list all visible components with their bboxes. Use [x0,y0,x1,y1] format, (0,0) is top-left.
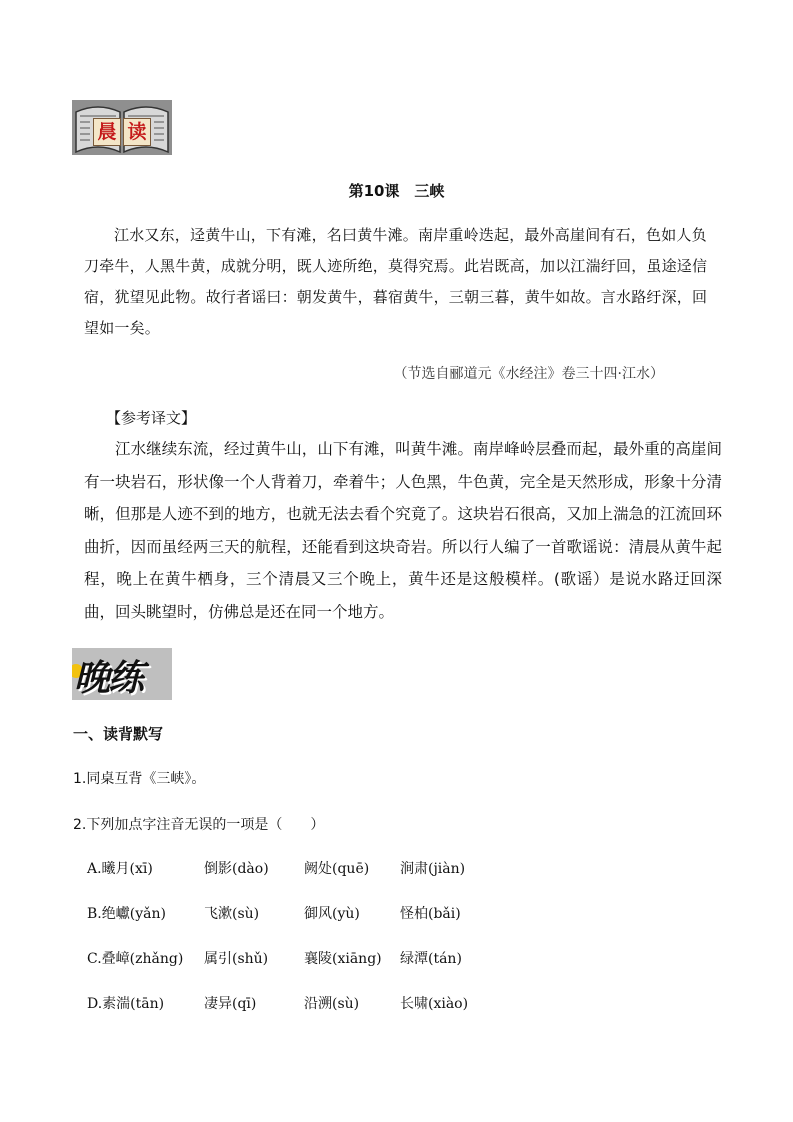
option-cell: 凄异(qī) [204,996,257,1012]
open-book-icon [72,100,172,155]
section-heading: 一、读背默写 [73,725,164,743]
option-cell: 长啸(xiào) [400,996,469,1012]
option-cell: C.叠嶂(zhǎng) [87,951,184,967]
evening-practice-logo [72,648,172,700]
option-cell: B.绝巘(yǎn) [87,906,166,922]
option-cell: 怪柏(bǎi) [400,906,461,922]
option-cell: D.素湍(tān) [87,996,165,1012]
option-cell: A.曦月(xī) [87,861,153,877]
source-citation: （节选自郦道元《水经注》卷三十四·江水） [393,366,664,382]
option-cell: 飞漱(sù) [204,906,260,922]
option-cell: 涧肃(jiàn) [400,861,466,877]
option-cell: 御风(yù) [304,906,360,922]
option-cell: 沿溯(sù) [304,996,360,1012]
morning-char-1: 晨 [93,118,121,146]
question-2: 2.下列加点字注音无误的一项是（ ） [73,817,325,833]
lesson-title: 第10课 三峡 [348,182,445,200]
morning-char-2: 读 [123,118,151,146]
question-1: 1.同桌互背《三峡》。 [73,771,206,787]
classical-text: 江水又东，迳黄牛山，下有滩，名曰黄牛滩。南岸重岭迭起，最外高崖间有石，色如人负刀牵牛，人黑牛黄，成就分明，既人迹所绝，莫得究焉。此岩既高，加以江湍纡回，虽途迳信宿，犹望见此物。故行者谣曰：朝发黄牛，暮宿黄牛，三朝三暮，黄牛如故。言水路纡深，回望如一矣。 [84,226,708,337]
option-cell: 阙处(quē) [304,861,370,877]
option-cell: 绿潭(tán) [400,951,462,967]
option-cell: 襄陵(xiāng) [304,951,382,967]
reference-translation-heading: 【参考译文】 [106,409,197,427]
translation-text: 江水继续东流，经过黄牛山，山下有滩，叫黄牛滩。南岸峰岭层叠而起，最外重的高崖间有一块岩石，形状像一个人背着刀，牵着牛；人色黑，牛色黄，完全是天然形成，形象十分清晰，但那是人迹不到的地方，也就无法去看个究竟了。这块岩石很高，又加上湍急的江流回环曲折，因而虽经两三天的航程，还能看到这块奇岩。所以行人编了一首歌谣说：清晨从黄牛起程，晚上在黄牛栖身，三个清晨又三个晚上，黄牛还是这般模样。(歌谣）是说水路迂回深曲，回头眺望时，仿佛总是还在同一个地方。 [84,440,722,621]
option-cell: 属引(shǔ) [204,951,269,967]
morning-reading-logo [72,100,172,155]
evening-logo-text: 晚练 [74,658,143,699]
option-cell: 倒影(dào) [204,861,269,877]
